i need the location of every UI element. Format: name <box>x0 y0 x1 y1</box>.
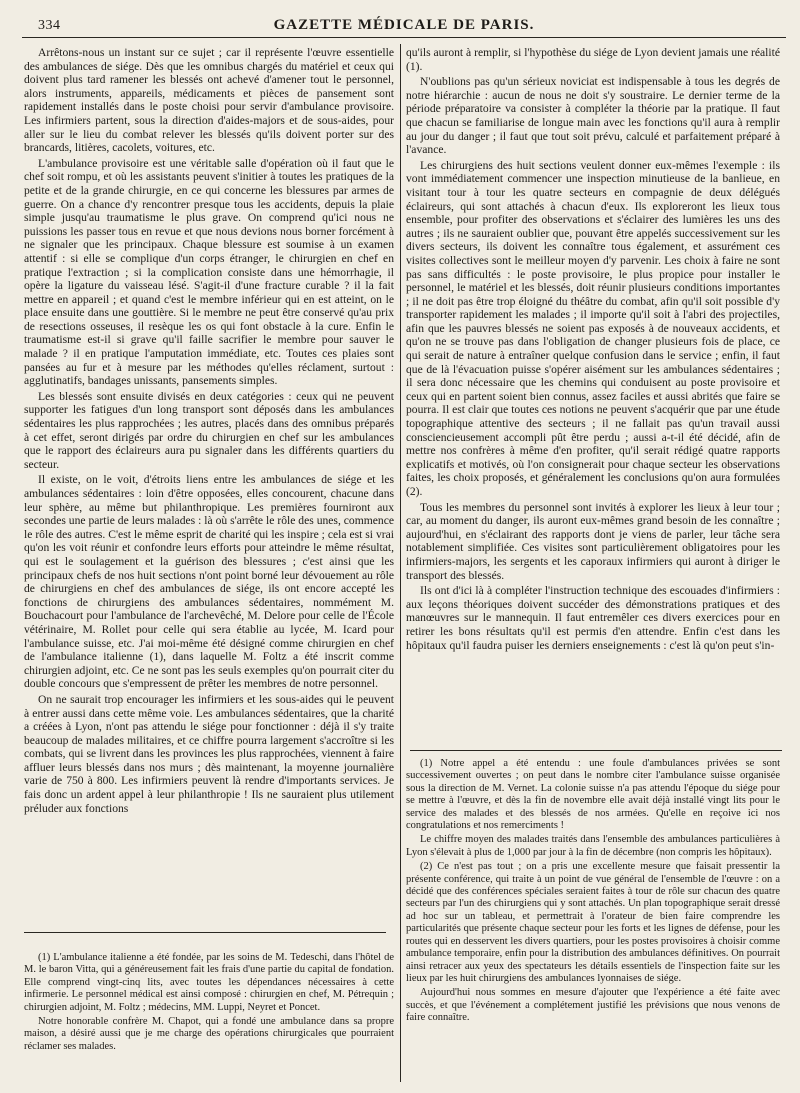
footnote-separator-left <box>24 932 386 933</box>
footnote: Aujourd'hui nous sommes en mesure d'ajouter que l'expérience a été faite avec succès, et que l'événement a complétement justifié les prévisions que nous venons de faire connaître. <box>406 987 780 1024</box>
paragraph: Il existe, on le voit, d'étroits liens entre les ambulances de siége et les ambulances sédentaires : loin d'être opposées, elles concourent, chacune dans leur sphère, au même but philanthropique. Les premières fourniront aux secondes une partie de leurs malades : là où s'arrête le rôle des unes, commence le rôle des autres. C'est le même esprit de charité qui les inspire ; cela est si vrai qu'on les voit réunir et confondre leurs efforts pour atteindre le même résultat, qui est le soulagement et la guérison des blessures ; c'est ainsi que les principaux chefs de nos huit sections n'ont point borné leur dévouement au rôle de chirurgiens en chef des ambulances de siége, ils ont encore accepté les fonctions de chirurgiens des ambulances sédentaires, nommément M. Bouchacourt pour l'ambulance de l'archevêché, M. Delore pour celle de l'École vétérinaire, M. Rollet pour celle qui sera établie au lycée, M. Icard pour l'ambulance suisse, etc. J'ai moi-même été désigné comme chirurgien en chef de l'ambulance italienne (1), dans laquelle M. Foltz a été inscrit comme chirurgien adjoint, etc. Ce ne sont pas les seuls exemples qu'on pourrait citer du double concours que s'empressent de prêter les membres de notre personnel. <box>24 473 394 691</box>
paragraph: N'oublions pas qu'un sérieux noviciat est indispensable à tous les degrés de notre hiérarchie : aucun de nous ne doit s'y soustraire. Le dernier terme de la période préparatoire va consister à compléter la théorie par la pratique. Il faut que chacun se familiarise de longue main avec les fonctions qu'il aura à remplir au jour du danger ; il faut que tout soit prévu, calculé et parfaitement préparé à l'avance. <box>406 75 780 157</box>
right-column-footnotes <box>406 758 780 1084</box>
page-number: 334 <box>38 18 61 33</box>
paragraph: Ils ont d'ici là à compléter l'instruction technique des escouades d'infirmiers : aux leçons théoriques doivent succéder des démonstrations pratiques et des manœuvres sur le mannequin. Il faut entremêler ces divers exercices pour en retirer les bons résultats qu'il est permis d'en attendre. Enfin c'est dans les hôpitaux qu'il faudra puiser les derniers enseignements : c'est là qu'on peut s'in- <box>406 584 780 652</box>
footnote-separator-right <box>410 750 782 751</box>
footnote: (2) Ce n'est pas tout ; on a pris une excellente mesure que faisait pressentir la présente conférence, qui traite à un point de vue général de l'ensemble de l'œuvre : on a décidé que des conférences spéciales seraient faites à tour de rôle sur chacun des quatre secteurs par l'un des chirurgiens qui y sont attachés. Un plan topographique serait dressé ad hoc sur un tableau, et permettrait à l'orateur de bien faire comprendre les particularités que présente chaque secteur pour les forts et les lignes de défense, pour les routes qui en desservent les divers quartiers, pour les postes provisoires à choisir comme ambulance temporaire, enfin pour la distribution des ambulances définitives. On pourrait ainsi retracer aux yeux des spectateurs les détails essentiels de l'inspection faite sur les lieux par les huit chirurgiens des ambulances lyonnaises de siége. <box>406 861 780 984</box>
right-column-body <box>406 46 780 746</box>
paragraph: Les blessés sont ensuite divisés en deux catégories : ceux qui ne peuvent supporter les fatigues d'un long transport sont déposés dans les ambulances sédentaires les plus rapprochées ; les autres, placés dans des omnibus préparés à cet effet, seront dirigés par ordre du chirurgien en chef sur les ambulances que le rapport des éclaireurs aura pu signaler dans les différents quartiers du secteur. <box>24 389 394 471</box>
left-column-body <box>24 46 394 926</box>
paragraph: On ne saurait trop encourager les infirmiers et les sous-aides qui le peuvent à entrer aussi dans cette même voie. Les ambulances sédentaires, que la charité a créées à Lyon, n'ont pas attendu le siége pour fonctionner : déjà il s'y traite beaucoup de malades militaires, et ce chiffre pourra largement s'accroître si les combats, qui se livrent dans les provinces les plus rapprochées, viennent à faire affluer leurs blessés dans nos murs ; dès maintenant, la moyenne journalière varie de 750 à 800. Les infirmiers peuvent là rendre d'importants services. Je fais donc un ardent appel à leur philanthropie ! Ils ne sauraient plus utilement préluder aux fonctions <box>24 692 394 815</box>
paragraph: Les chirurgiens des huit sections veulent donner eux-mêmes l'exemple : ils vont immédiatement commencer une inspection minutieuse de la banlieue, en visitant tour à tour les quatre secteurs en compagnie de deux délégués éclaireurs, qui sont attachés à chacun d'eux. Ils exploreront les lieux tous ensemble, pour profiter des observations et s'éclairer des lumières les uns des autres ; ils ne sauraient oublier que, pouvant être appelés successivement sur les divers secteurs, ils doivent les connaître tous également, et assurément ces visites collectives sont le meilleur moyen d'y parvenir. Les choix à faire ne sont pas sans difficultés : le poste provisoire, le plus propice pour installer le personnel, le matériel et les blessés, doit réunir plusieurs conditions importantes ; il ne doit pas être trop éloigné du théâtre du combat, afin qu'il soit possible d'y transporter rapidement les malades ; il importe qu'il soit à l'abri des projectiles, afin que les pauvres blessés ne soient pas exposés à de nouveaux accidents, et qu'on ne se trouve pas dans l'obligation de changer plusieurs fois de place, ce qui serait de nature à entraîner quelque confusion dans le service ; enfin, il faut que de là l'évacuation puisse s'opérer aisément sur les ambulances sédentaires ; il sera donc nécessaire que les chemins qui conduisent au poste provisoire et ceux qui en partent soient bien connus, assez faciles et aussi abrités que faire se pourra. Il est clair que toutes ces notions ne peuvent s'acquérir que par une étude topographique attentive des secteurs ; il ne fallait pas qu'un travail aussi consciencieusement accompli pût être perdu ; aussi a-t-il été décidé, afin de mettre nos confrères à même d'en profiter, qu'il serait rédigé quatre rapports explicatifs et motivés, où l'on consignerait pour chaque secteur les observations faites, les choix proposés, et généralement les conclusions qu'on aura formulées (2). <box>406 158 780 498</box>
running-title: GAZETTE MÉDICALE DE PARIS. <box>273 17 535 33</box>
footnote: (1) Notre appel a été entendu : une foule d'ambulances privées se sont successivement ouvertes ; on peut dans le nombre citer l'ambulance suisse organisée sous la direction de M. Vernet. La colonie suisse n'a pas attendu l'époque du siége pour se mettre à l'œuvre, et dès la fin de novembre elle avait déjà installé vingt lits pour le service des malades et des blessés de nos armées. Qu'elle en reçoive ici nos congratulations et nos remerciments ! <box>406 758 780 832</box>
footnote: Le chiffre moyen des malades traités dans l'ensemble des ambulances particulières à Lyon s'élevait à plus de 1,000 par jour à la fin de décembre (non compris les hôpitaux). <box>406 834 780 858</box>
page-header <box>22 10 786 38</box>
paragraph: Arrêtons-nous un instant sur ce sujet ; car il représente l'œuvre essentielle des ambulances de siége. Dès que les omnibus chargés du matériel et ceux qui doivent plus tard ramener les blessés ont achevé d'amener tout le personnel, alors instruments, appareils, médicaments et pièces de pansement sont rapidement installés dans le poste choisi pour servir d'ambulance provisoire. Les infirmiers partent, sous la direction d'aides-majors et de sous-aides, pour aller sur le lieu du combat relever les blessés qu'ils doivent porter sur des brancards, litières, cacolets, voitures, etc. <box>24 46 394 155</box>
footnote: (1) L'ambulance italienne a été fondée, par les soins de M. Tedeschi, dans l'hôtel de M. le baron Vitta, qui a généreusement fait les frais d'une partie du capital de fondation. Elle comprend vingt-cinq lits, avec toutes les dépendances nécessaires à cette infirmerie. Le personnel médical est ainsi composé : chirurgien en chef, M. Pétrequin ; chirurgien adjoint, M. Foltz ; médecins, MM. Luppi, Neyret et Poncet. <box>24 952 394 1013</box>
left-column-footnotes <box>24 952 394 1072</box>
paragraph: L'ambulance provisoire est une véritable salle d'opération où il faut que le chef soit rompu, et où les assistants peuvent s'initier à toutes les pratiques de la petite et de la grande chirurgie, en ce qui concerne les blessures par armes de guerre. On a chance d'y rencontrer presque tous les accidents, depuis la plaie simple jusqu'au traumatisme le plus grave. On comprend qu'ici nous ne puissions les passer tous en revue et que nous devions nous borner forcément à ne signaler que les principaux. Chaque blessure est soumise à un examen attentif : si elle se complique d'un corps étranger, le chirurgien en chef en pratique l'extraction ; si la complication consiste dans une hémorrhagie, il opère la ligature du vaisseau lésé. S'agit-il d'une fracture curable ? il la fait mettre en appareil ; et quand c'est le membre inférieur qui en est atteint, on le place ensuite dans une gouttière. Si le membre ne peut être conservé qu'au prix de resections osseuses, il resèque les os qui font obstacle à la cure. Enfin le traumatisme est-il si grave qu'il faille sacrifier le membre pour sauver le malade ? il en pratique l'amputation immédiate, etc. Toutes ces plaies sont pansées au fur et à mesure par les méthodes qu'elles réclament, surtout : agglutinatifs, bandages unissants, pansements simples. <box>24 156 394 388</box>
footnote: Notre honorable confrère M. Chapot, qui a fondé une ambulance dans sa propre maison, a désiré aussi que je me charge des opérations chirurgicales que pourraient réclamer ses malades. <box>24 1016 394 1052</box>
paragraph: qu'ils auront à remplir, si l'hypothèse du siége de Lyon devient jamais une réalité (1). <box>406 46 780 73</box>
column-divider <box>400 44 401 1082</box>
paragraph: Tous les membres du personnel sont invités à explorer les lieux à leur tour ; car, au moment du danger, ils auront eux-mêmes grand besoin de les connaître ; aujourd'hui, en s'éclairant des rapports dont je viens de parler, leur tâche sera notablement simplifiée. Ces visites sont particulièrement obligatoires pour les infirmiers-majors, les sergents et les caporaux infirmiers qui auront à diriger le transport des blessés. <box>406 500 780 582</box>
